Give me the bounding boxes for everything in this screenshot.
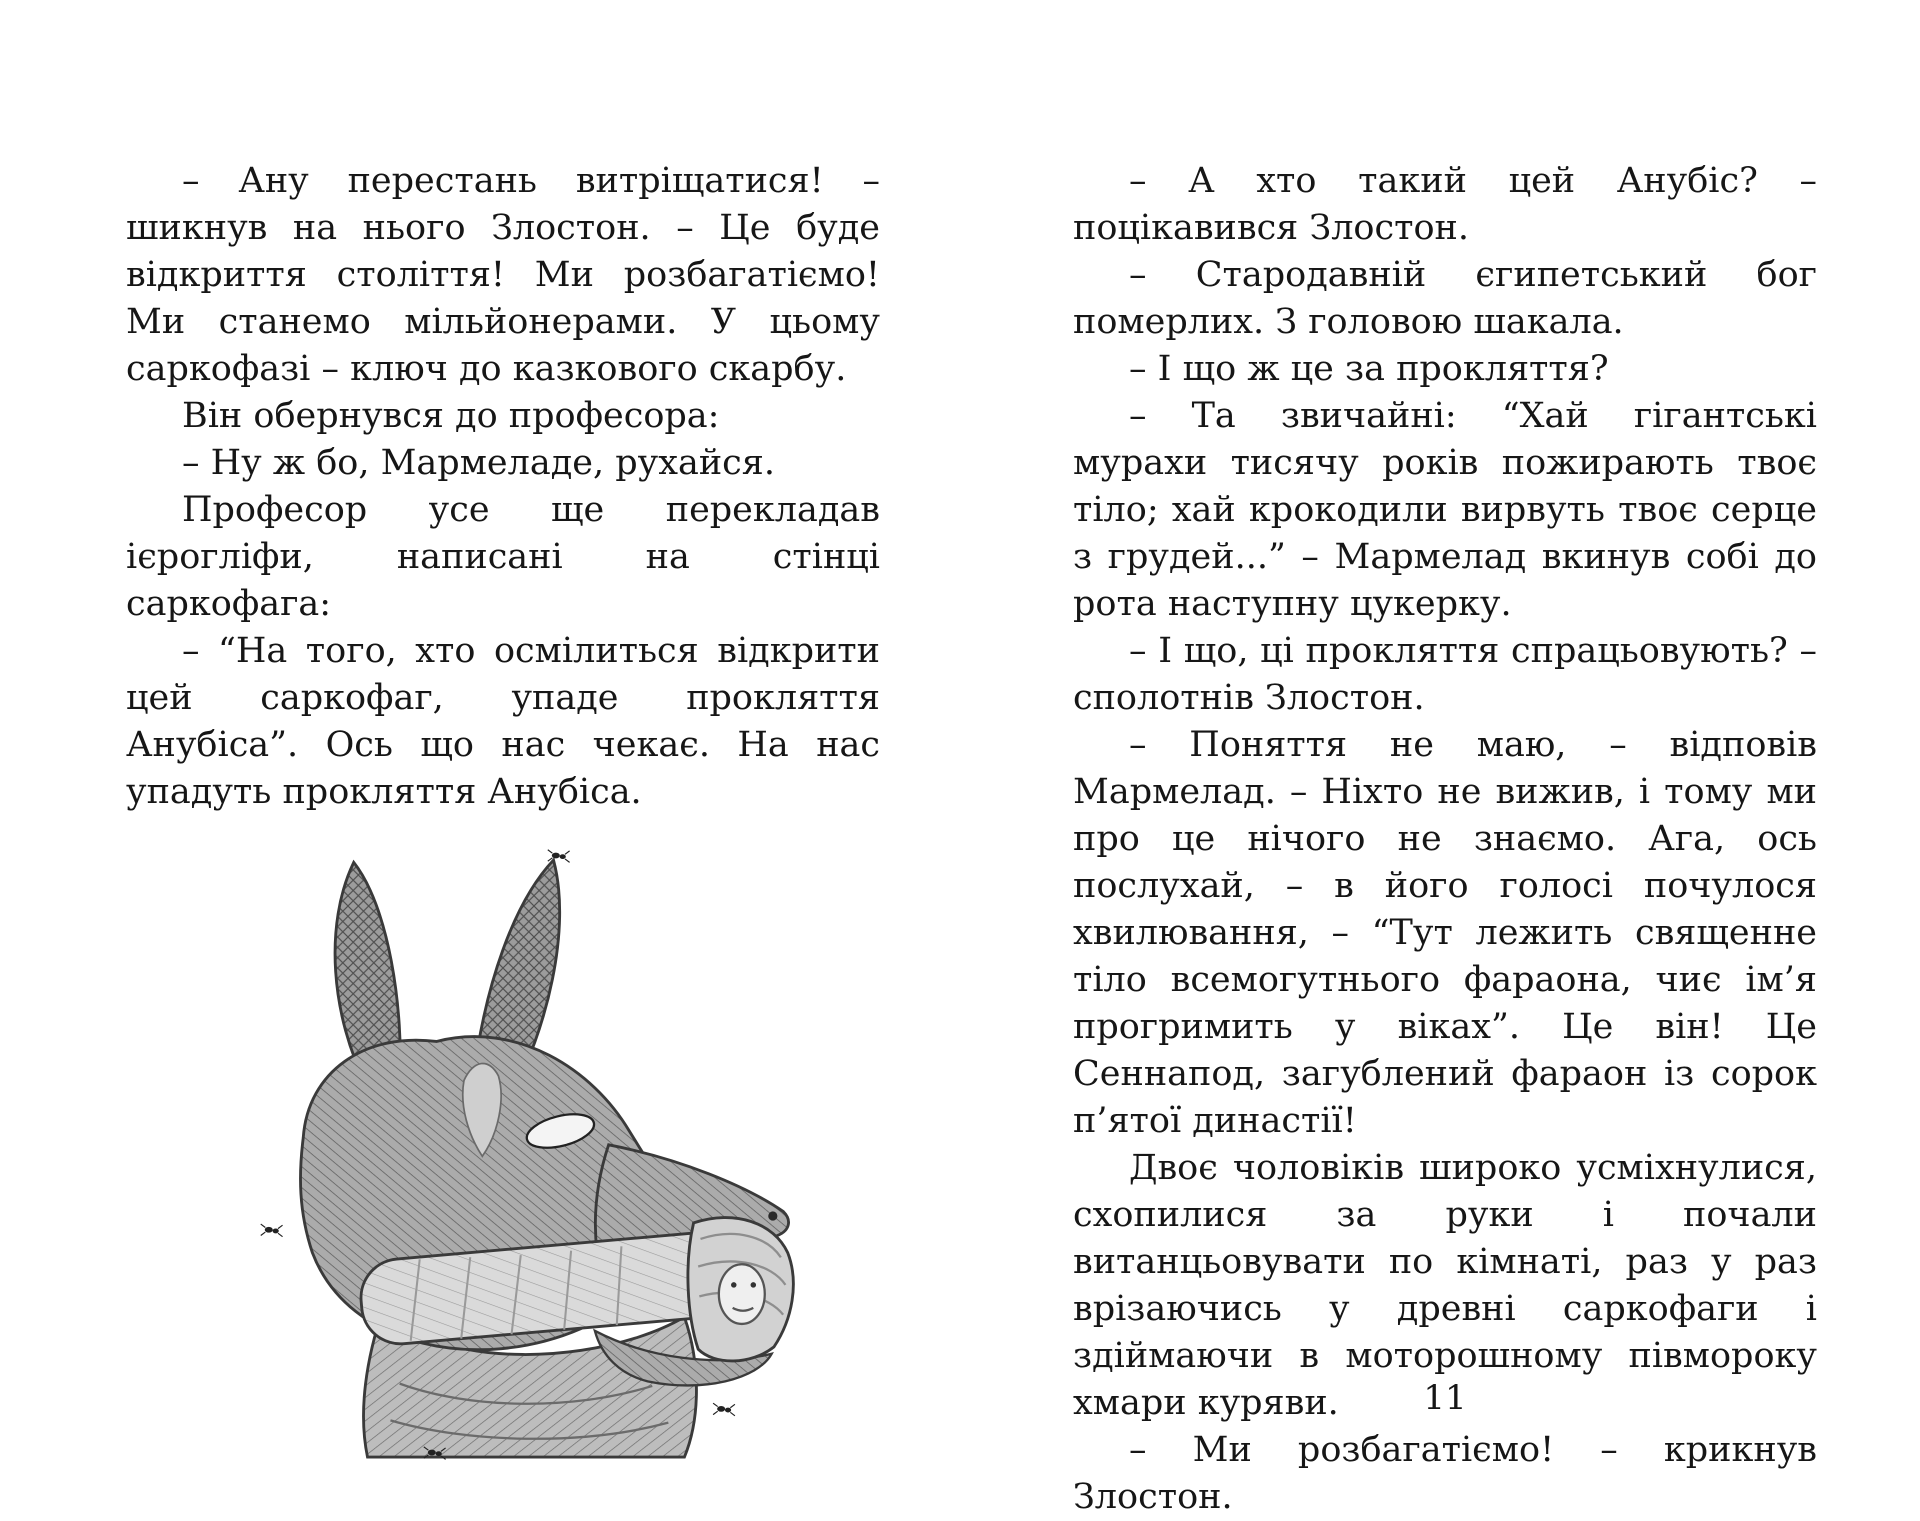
anubis-illustration-svg (193, 844, 813, 1464)
ant-icon (261, 1224, 283, 1237)
ant-icon (713, 1403, 735, 1416)
right-page (1073, 158, 1817, 1521)
page-number: 11 (1423, 1378, 1467, 1418)
ant-icon (548, 850, 570, 863)
paragraph: – Стародавній єгипетський бог померлих. З головою шакала. (1073, 255, 1817, 342)
nostril (768, 1211, 777, 1220)
paragraph: – Та звичайні: “Хай гігантські мурахи тисячу років пожирають твоє тіло; хай крокодили вирвуть твоє серце з грудей...” – Мармелад вкинув собі до рота наступну цукерку. (1073, 396, 1817, 624)
paragraph: Професор усе ще перекладав ієрогліфи, написані на стінці саркофага: (126, 490, 880, 624)
paragraph: – Поняття не маю, – відповів Мармелад. – Ніхто не вижив, і тому ми про це нічого не знаємо. Ага, ось послухай, – в його голосі почулося хвилювання, – “Тут лежить священне тіло всемогутнього фараона, чиє ім’я прогримить у віках”. Це він! Це Сеннапод, загублений фараон із сорок п’ятої династії! (1073, 725, 1817, 1141)
paragraph: – Ми розбагатіємо! – крикнув Злостон. (1073, 1430, 1817, 1517)
paragraph: – А хто такий цей Анубіс? – поцікавився Злостон. (1073, 161, 1817, 248)
paragraph: – Ну ж бо, Мармеладе, рухайся. (182, 443, 775, 483)
left-page (126, 158, 880, 1464)
anubis-illustration (193, 844, 813, 1464)
pharaoh-head (688, 1218, 793, 1361)
paragraph: – “На того, хто осмілиться відкрити цей саркофаг, упаде прокляття Анубіса”. Ось що нас чекає. На нас упадуть прокляття Анубіса. (126, 631, 880, 812)
paragraph: – І що, ці прокляття спрацьовують? – сполотнів Злостон. (1073, 631, 1817, 718)
paragraph: – І що ж це за прокляття? (1129, 349, 1609, 389)
paragraph: Двоє чоловіків широко усміхнулися, схопилися за руки і почали витанцьовувати по кімнаті, раз у раз врізаючись у древні саркофаги і здіймаючи в моторошному півмороку хмари куряви. (1073, 1148, 1817, 1423)
paragraph: – Ану перестань витріщатися! – шикнув на нього Злостон. – Це буде відкриття століття! Ми розбагатіємо! Ми станемо мільйонерами. У цьому саркофазі – ключ до казкового скарбу. (126, 161, 880, 389)
paragraph: Він обернувся до професора: (182, 396, 720, 436)
